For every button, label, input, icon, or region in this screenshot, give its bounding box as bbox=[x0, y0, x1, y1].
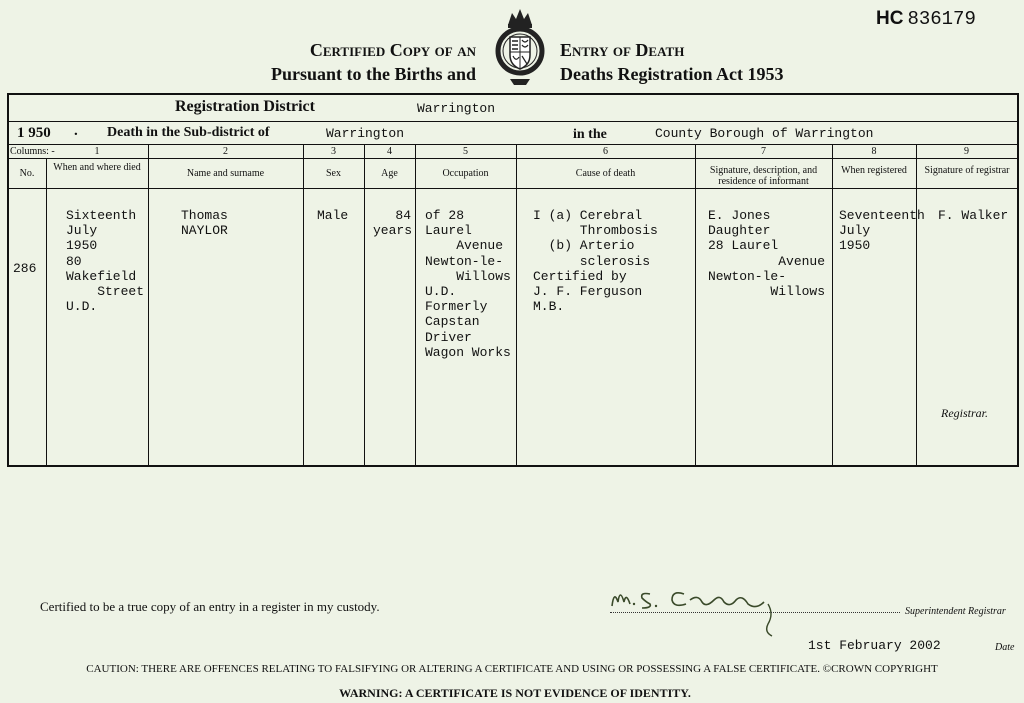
subdistrict-label: Death in the Sub-district of bbox=[107, 125, 270, 140]
entry-informant: E. Jones Daughter 28 Laurel Avenue Newton-le- Willows bbox=[708, 208, 826, 300]
table-column-rule bbox=[148, 144, 149, 467]
table-rule bbox=[7, 121, 1019, 122]
title-right-line2: Deaths Registration Act 1953 bbox=[560, 64, 784, 84]
table-column-rule bbox=[695, 144, 696, 467]
column-number: 2 bbox=[223, 146, 228, 157]
header-occupation: Occupation bbox=[442, 168, 489, 179]
registrar-label: Registrar. bbox=[941, 406, 989, 420]
title-right-line1: Entry of Death bbox=[560, 40, 685, 60]
date-label: Date bbox=[995, 642, 1015, 653]
header-sex: Sex bbox=[326, 168, 341, 179]
header-age: Age bbox=[381, 168, 398, 179]
in-the-value: County Borough of Warrington bbox=[655, 126, 874, 141]
title-left-line1: Certified Copy of an bbox=[309, 40, 476, 60]
signature-line bbox=[610, 612, 900, 613]
column-number: 4 bbox=[387, 146, 392, 157]
serial-digits: 836179 bbox=[907, 8, 976, 30]
entry-registrar-signature: F. Walker bbox=[938, 208, 1009, 223]
column-number: 9 bbox=[964, 146, 969, 157]
warning-notice: WARNING: A CERTIFICATE IS NOT EVIDENCE OF IDENTITY. bbox=[339, 686, 691, 700]
header-name-surname: Name and surname bbox=[186, 168, 265, 179]
column-number: 6 bbox=[603, 146, 608, 157]
entry-when-where-died: Sixteenth July 1950 80 Wakefield Street U.D. bbox=[66, 208, 145, 315]
entry-occupation: of 28 Laurel Avenue Newton-le- Willows U.D. Formerly Capstan Driver Wagon Works bbox=[425, 208, 511, 360]
column-number: 8 bbox=[871, 146, 877, 157]
registration-district-label: Registration District bbox=[175, 98, 315, 115]
table-column-rule bbox=[303, 144, 304, 467]
certified-statement: Certified to be a true copy of an entry in a register in my custody. bbox=[40, 599, 380, 614]
header-registrar-signature: Signature of registrar bbox=[924, 165, 1010, 176]
header-when-where-died: When and where died bbox=[53, 162, 141, 173]
entry-number: 286 bbox=[13, 261, 37, 276]
table-column-rule bbox=[916, 144, 917, 467]
royal-crest-icon bbox=[494, 5, 546, 87]
table-column-rule bbox=[415, 144, 416, 467]
header-cause-of-death: Cause of death bbox=[575, 168, 636, 179]
certificate-date: 1st February 2002 bbox=[808, 638, 941, 653]
registration-district-value: Warrington bbox=[417, 101, 496, 116]
table-rule bbox=[7, 144, 1019, 145]
columns-label: Columns: - bbox=[10, 146, 55, 157]
column-number: 3 bbox=[331, 146, 336, 157]
serial-prefix: HC bbox=[876, 8, 904, 29]
title-left bbox=[200, 38, 476, 86]
serial-number bbox=[876, 8, 976, 30]
column-number: 7 bbox=[761, 146, 766, 157]
table-rule bbox=[7, 188, 1019, 189]
title-left-line2: Pursuant to the Births and bbox=[270, 64, 476, 84]
column-number: 5 bbox=[463, 146, 468, 157]
table-column-rule bbox=[364, 144, 365, 467]
entry-age: 84 years bbox=[373, 208, 413, 239]
registration-year: 1 950 bbox=[17, 125, 51, 141]
entry-when-registered: Seventeenth July 1950 bbox=[839, 208, 925, 254]
year-separator: . bbox=[74, 123, 78, 139]
entry-sex: Male bbox=[317, 208, 349, 223]
caution-notice: CAUTION: THERE ARE OFFENCES RELATING TO FALSIFYING OR ALTERING A CERTIFICATE AND USING OR POSSESSING A FALSE CERTIFICATE. ©CROWN COPYRIGHT bbox=[86, 663, 938, 675]
table-rule bbox=[7, 158, 1019, 159]
header-when-registered: When registered bbox=[841, 165, 907, 176]
subdistrict-value: Warrington bbox=[326, 126, 405, 141]
in-the-label: in the bbox=[573, 127, 607, 142]
table-column-rule bbox=[516, 144, 517, 467]
header-informant: Signature, description, and residence of informant bbox=[709, 165, 818, 187]
title-right bbox=[560, 38, 840, 86]
superintendent-signature bbox=[606, 580, 786, 640]
column-number: 1 bbox=[94, 146, 100, 157]
entry-cause-of-death: I (a) Cerebral Thrombosis (b) Arterio sclerosis Certified by J. F. Ferguson M.B. bbox=[533, 208, 658, 315]
entry-name-surname: Thomas NAYLOR bbox=[181, 208, 228, 239]
superintendent-label: Superintendent Registrar bbox=[905, 606, 1006, 617]
table-column-rule bbox=[832, 144, 833, 467]
table-column-rule bbox=[46, 158, 47, 467]
header-no: No. bbox=[19, 168, 35, 179]
